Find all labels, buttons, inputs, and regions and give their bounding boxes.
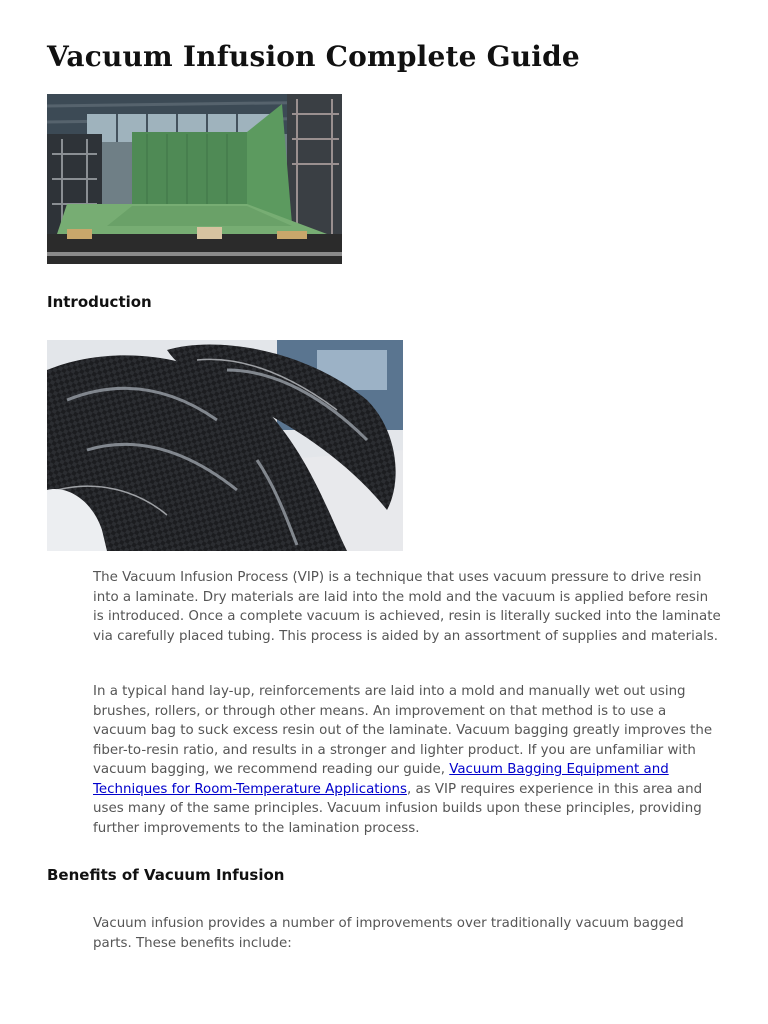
page-title: Vacuum Infusion Complete Guide (47, 40, 580, 73)
intro-paragraph-2-text-before: In a typical hand lay-up, reinforcements are laid into a mold and manually wet out using brushes, rollers, or through other means. An improvement on that method is to use a vacuum bag to suck excess resin out of the laminate. Vacuum bagging greatly improves the fiber-to-resin ratio, and results in a stronger and lighter product. If you are unfamiliar with vacuum bagging, we recommend reading our guide, (93, 684, 713, 777)
section-heading-introduction: Introduction (47, 293, 152, 311)
intro-paragraph-2-text-after: , as VIP requires experience in this area and uses many of the same principles. Vacuum infusion builds upon these principles, providing further improvements to the lamination process. (93, 781, 703, 836)
section-heading-benefits: Benefits of Vacuum Infusion (47, 866, 285, 884)
vacuum-infusion-workshop-photo (47, 94, 342, 264)
intro-paragraph-1: The Vacuum Infusion Process (VIP) is a technique that uses vacuum pressure to drive resin into a laminate. Dry materials are laid into the mold and the vacuum is applied before resin is introduced. Once a complete vacuum is achieved, resin is literally sucked into the laminate via carefully placed tubing. This process is aided by an assortment of supplies and materials. (93, 570, 721, 644)
intro-paragraph-2 (93, 682, 723, 838)
vacuum-bagging-guide-link[interactable]: Vacuum Bagging Equipment and Techniques for Room-Temperature Applications (93, 762, 669, 797)
benefits-paragraph-1: Vacuum infusion provides a number of improvements over traditionally vacuum bagged parts. These benefits include: (93, 916, 684, 951)
carbon-fiber-parts-photo (47, 340, 403, 551)
